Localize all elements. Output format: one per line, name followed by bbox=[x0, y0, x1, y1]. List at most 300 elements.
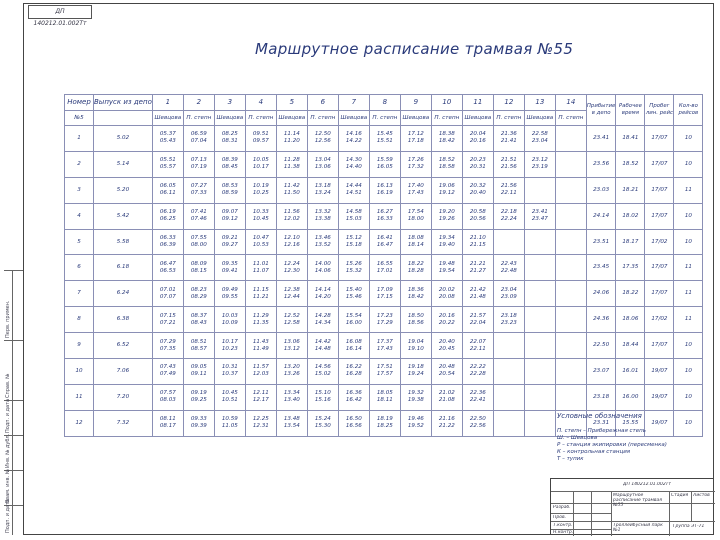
trip-time-cell: 15.10 15.16 bbox=[307, 384, 338, 410]
trip-time-cell: 08.53 08.59 bbox=[214, 177, 245, 203]
trip-time-cell: 13.46 13.52 bbox=[307, 229, 338, 255]
header-corner: Номер bbox=[65, 95, 94, 111]
trip-time-cell: 23.41 23.47 bbox=[524, 203, 555, 229]
summary-cell: 10 bbox=[674, 384, 703, 410]
trip-time-cell: 14.16 14.22 bbox=[338, 126, 369, 152]
summary-cell: 18.22 bbox=[616, 281, 645, 307]
trip-time-cell: 23.18 23.23 bbox=[493, 307, 524, 333]
trip-time-cell: 17.23 17.29 bbox=[369, 307, 400, 333]
trip-time-cell: 14.56 15.02 bbox=[307, 359, 338, 385]
trip-time-cell: 10.19 10.25 bbox=[245, 177, 276, 203]
header-terminal: П. степн bbox=[431, 111, 462, 126]
run-number: 8 bbox=[65, 307, 94, 333]
summary-cell: 23.51 bbox=[586, 229, 616, 255]
trip-time-cell: 13.32 13.38 bbox=[307, 203, 338, 229]
trip-time-cell: 10.31 10.37 bbox=[214, 359, 245, 385]
trip-time-cell: 21.16 21.22 bbox=[431, 410, 462, 436]
header-terminal: П. степн bbox=[493, 111, 524, 126]
header-summary: Пробег лин. рейс bbox=[645, 95, 674, 126]
header-summary: Кол-во рейсов bbox=[674, 95, 703, 126]
title-block bbox=[550, 478, 714, 535]
trip-time-cell: 18.05 18.11 bbox=[369, 384, 400, 410]
trip-time-cell: 21.56 22.11 bbox=[493, 177, 524, 203]
summary-cell: 10 bbox=[674, 359, 703, 385]
trip-time-cell: 12.50 12.56 bbox=[307, 126, 338, 152]
trip-time-cell: 17.54 18.00 bbox=[400, 203, 431, 229]
trip-time-cell: 09.49 09.55 bbox=[214, 281, 245, 307]
summary-cell: 18.06 bbox=[616, 307, 645, 333]
trip-time-cell bbox=[555, 281, 586, 307]
trip-time-cell bbox=[524, 359, 555, 385]
summary-cell: 23.18 bbox=[586, 384, 616, 410]
summary-cell: 23.07 bbox=[586, 359, 616, 385]
trip-time-cell bbox=[493, 229, 524, 255]
summary-cell: 18.02 bbox=[616, 203, 645, 229]
summary-cell: 24.36 bbox=[586, 307, 616, 333]
sidebar-label: Подп. и дата bbox=[5, 498, 11, 533]
trip-time-cell: 11.28 11.38 bbox=[276, 151, 307, 177]
trip-time-cell: 22.43 22.48 bbox=[493, 255, 524, 281]
titleblock-sheets: Листов bbox=[693, 493, 710, 498]
trip-time-cell: 06.19 06.25 bbox=[152, 203, 183, 229]
legend-item: К – контрольная станция bbox=[557, 449, 631, 455]
summary-cell: 17/02 bbox=[645, 229, 674, 255]
trip-time-cell: 16.13 16.19 bbox=[369, 177, 400, 203]
document-code-stamp: ДП 140212.01.002Тт bbox=[28, 5, 92, 19]
trip-time-cell: 08.09 08.15 bbox=[183, 255, 214, 281]
table-row bbox=[65, 281, 703, 307]
trip-time-cell: 10.45 10.51 bbox=[214, 384, 245, 410]
header-trip-number: 4 bbox=[245, 95, 276, 111]
trip-time-cell: 07.01 07.07 bbox=[152, 281, 183, 307]
trip-time-cell: 07.15 07.21 bbox=[152, 307, 183, 333]
header-terminal: П. степн bbox=[245, 111, 276, 126]
trip-time-cell: 11.43 11.49 bbox=[245, 333, 276, 359]
trip-time-cell: 22.07 22.11 bbox=[462, 333, 493, 359]
trip-time-cell: 10.47 10.53 bbox=[245, 229, 276, 255]
trip-time-cell: 14.30 14.40 bbox=[338, 151, 369, 177]
table-row bbox=[65, 333, 703, 359]
table-row bbox=[65, 307, 703, 333]
run-number: 5 bbox=[65, 229, 94, 255]
trip-time-cell: 09.51 09.57 bbox=[245, 126, 276, 152]
trip-time-cell: 19.46 19.52 bbox=[400, 410, 431, 436]
trip-time-cell: 05.51 05.57 bbox=[152, 151, 183, 177]
left-margin-stamp bbox=[4, 270, 23, 535]
header-trip-number: 11 bbox=[462, 95, 493, 111]
trip-time-cell: 21.57 22.04 bbox=[462, 307, 493, 333]
titleblock-role: Н.контр. bbox=[553, 530, 574, 535]
trip-time-cell: 15.59 16.05 bbox=[369, 151, 400, 177]
trip-time-cell: 12.24 12.30 bbox=[276, 255, 307, 281]
header-trip-number: 9 bbox=[400, 95, 431, 111]
trip-time-cell bbox=[493, 333, 524, 359]
schedule-table bbox=[64, 94, 703, 437]
trip-time-cell: 17.12 17.18 bbox=[400, 126, 431, 152]
trip-time-cell: 18.50 18.56 bbox=[400, 307, 431, 333]
trip-time-cell bbox=[493, 359, 524, 385]
trip-time-cell: 07.41 07.46 bbox=[183, 203, 214, 229]
summary-cell: 17/07 bbox=[645, 255, 674, 281]
trip-time-cell: 19.18 19.24 bbox=[400, 359, 431, 385]
summary-cell: 17/07 bbox=[645, 151, 674, 177]
summary-cell: 19/07 bbox=[645, 359, 674, 385]
table-row bbox=[65, 203, 703, 229]
titleblock-code: ДП 140212.01.002Тт bbox=[623, 482, 672, 487]
sidebar-label: Взам. инв. № bbox=[5, 469, 11, 503]
summary-cell: 17/07 bbox=[645, 333, 674, 359]
trip-time-cell: 12.52 12.58 bbox=[276, 307, 307, 333]
run-number: 2 bbox=[65, 151, 94, 177]
summary-cell: 23.03 bbox=[586, 177, 616, 203]
trip-time-cell: 10.33 10.45 bbox=[245, 203, 276, 229]
trip-time-cell: 14.00 14.06 bbox=[307, 255, 338, 281]
legend bbox=[557, 412, 667, 463]
header-terminal: П. степн bbox=[307, 111, 338, 126]
trip-time-cell: 08.51 08.57 bbox=[183, 333, 214, 359]
header-terminal: Шевцова bbox=[338, 111, 369, 126]
trip-time-cell bbox=[555, 333, 586, 359]
run-number: 1 bbox=[65, 126, 94, 152]
table-row bbox=[65, 177, 703, 203]
trip-time-cell: 08.23 08.29 bbox=[183, 281, 214, 307]
release-time: 6.24 bbox=[94, 281, 153, 307]
trip-time-cell: 12.25 12.31 bbox=[245, 410, 276, 436]
header-terminal: Шевцова bbox=[214, 111, 245, 126]
trip-time-cell bbox=[524, 229, 555, 255]
release-time: 7.32 bbox=[94, 410, 153, 436]
summary-cell: 24.14 bbox=[586, 203, 616, 229]
trip-time-cell: 09.33 09.39 bbox=[183, 410, 214, 436]
trip-time-cell: 14.28 14.34 bbox=[307, 307, 338, 333]
titleblock-role: Разраб. bbox=[553, 505, 571, 510]
run-number: 4 bbox=[65, 203, 94, 229]
summary-cell: 23.31 bbox=[586, 410, 616, 436]
run-number: 9 bbox=[65, 333, 94, 359]
trip-time-cell: 21.02 21.08 bbox=[431, 384, 462, 410]
trip-time-cell: 14.14 14.20 bbox=[307, 281, 338, 307]
release-time: 5.42 bbox=[94, 203, 153, 229]
header-terminal: Шевцова bbox=[524, 111, 555, 126]
trip-time-cell bbox=[555, 151, 586, 177]
trip-time-cell: 08.39 08.45 bbox=[214, 151, 245, 177]
trip-time-cell: 15.24 15.30 bbox=[307, 410, 338, 436]
release-time: 6.18 bbox=[94, 255, 153, 281]
summary-cell: 10 bbox=[674, 126, 703, 152]
summary-cell: 11 bbox=[674, 307, 703, 333]
trip-time-cell: 20.23 20.31 bbox=[462, 151, 493, 177]
trip-time-cell: 15.26 15.32 bbox=[338, 255, 369, 281]
header-trip-number: 10 bbox=[431, 95, 462, 111]
trip-time-cell: 06.47 06.53 bbox=[152, 255, 183, 281]
trip-time-cell: 20.48 20.54 bbox=[431, 359, 462, 385]
page-title: Маршрутное расписание трамвая №55 bbox=[255, 40, 574, 58]
summary-cell: 18.21 bbox=[616, 177, 645, 203]
trip-time-cell: 10.03 10.09 bbox=[214, 307, 245, 333]
trip-time-cell: 11.42 11.50 bbox=[276, 177, 307, 203]
titleblock-name: Маршрутное расписание трамвая №55 bbox=[613, 493, 662, 508]
summary-cell: 22.50 bbox=[586, 333, 616, 359]
trip-time-cell: 15.12 15.18 bbox=[338, 229, 369, 255]
trip-time-cell bbox=[524, 177, 555, 203]
trip-time-cell: 17.09 17.15 bbox=[369, 281, 400, 307]
summary-cell: 19/07 bbox=[645, 410, 674, 436]
trip-time-cell: 12.11 12.17 bbox=[245, 384, 276, 410]
trip-time-cell: 07.13 07.19 bbox=[183, 151, 214, 177]
titleblock-subtitle: Троллейбусный парк №1 bbox=[613, 523, 663, 533]
trip-time-cell: 12.38 12.44 bbox=[276, 281, 307, 307]
trip-time-cell: 15.54 16.00 bbox=[338, 307, 369, 333]
trip-time-cell bbox=[524, 410, 555, 436]
summary-cell: 19/07 bbox=[645, 384, 674, 410]
run-number: 11 bbox=[65, 384, 94, 410]
trip-time-cell: 22.18 22.24 bbox=[493, 203, 524, 229]
trip-time-cell: 21.21 21.27 bbox=[462, 255, 493, 281]
trip-time-cell: 05.37 05.43 bbox=[152, 126, 183, 152]
summary-cell: 15.55 bbox=[616, 410, 645, 436]
trip-time-cell: 18.36 18.42 bbox=[400, 281, 431, 307]
trip-time-cell: 15.45 15.51 bbox=[369, 126, 400, 152]
summary-cell: 17/02 bbox=[645, 307, 674, 333]
legend-item: Т – тупик bbox=[557, 456, 584, 462]
trip-time-cell: 07.29 07.35 bbox=[152, 333, 183, 359]
header-terminal: П. степн bbox=[183, 111, 214, 126]
header-terminal: Шевцова bbox=[152, 111, 183, 126]
trip-time-cell: 18.22 18.28 bbox=[400, 255, 431, 281]
trip-time-cell bbox=[555, 229, 586, 255]
trip-time-cell bbox=[555, 177, 586, 203]
run-number: 3 bbox=[65, 177, 94, 203]
header-trip-number: 8 bbox=[369, 95, 400, 111]
trip-time-cell: 18.08 18.14 bbox=[400, 229, 431, 255]
trip-time-cell: 23.12 23.19 bbox=[524, 151, 555, 177]
legend-item: Р – станция экипировки (пересменка) bbox=[557, 442, 667, 448]
table-row bbox=[65, 229, 703, 255]
run-number: 6 bbox=[65, 255, 94, 281]
summary-cell: 11 bbox=[674, 281, 703, 307]
trip-time-cell: 16.36 16.42 bbox=[338, 384, 369, 410]
trip-time-cell: 16.08 16.14 bbox=[338, 333, 369, 359]
trip-time-cell: 09.19 09.25 bbox=[183, 384, 214, 410]
trip-time-cell: 20.40 20.45 bbox=[431, 333, 462, 359]
release-time: 7.20 bbox=[94, 384, 153, 410]
sidebar-label: Перв. примен. bbox=[5, 300, 11, 338]
header-trip-number: 6 bbox=[307, 95, 338, 111]
trip-time-cell: 10.05 10.17 bbox=[245, 151, 276, 177]
sidebar-label: Инв. № дубл. bbox=[5, 433, 11, 468]
run-number: 7 bbox=[65, 281, 94, 307]
trip-time-cell: 17.26 17.32 bbox=[400, 151, 431, 177]
trip-time-cell: 18.19 18.25 bbox=[369, 410, 400, 436]
trip-time-cell: 22.22 22.28 bbox=[462, 359, 493, 385]
summary-cell: 10 bbox=[674, 333, 703, 359]
table-row bbox=[65, 384, 703, 410]
trip-time-cell: 22.36 22.41 bbox=[462, 384, 493, 410]
trip-time-cell: 09.07 09.12 bbox=[214, 203, 245, 229]
header-terminal: П. степн bbox=[555, 111, 586, 126]
trip-time-cell: 07.55 08.00 bbox=[183, 229, 214, 255]
summary-cell: 24.06 bbox=[586, 281, 616, 307]
trip-time-cell: 06.59 07.04 bbox=[183, 126, 214, 152]
trip-time-cell: 11.01 11.07 bbox=[245, 255, 276, 281]
trip-time-cell: 20.04 20.16 bbox=[462, 126, 493, 152]
trip-time-cell bbox=[524, 333, 555, 359]
header-trip-number: 5 bbox=[276, 95, 307, 111]
trip-time-cell: 07.57 08.03 bbox=[152, 384, 183, 410]
trip-time-cell: 13.20 13.26 bbox=[276, 359, 307, 385]
trip-time-cell bbox=[493, 410, 524, 436]
summary-cell: 11 bbox=[674, 177, 703, 203]
summary-cell: 17.35 bbox=[616, 255, 645, 281]
trip-time-cell bbox=[524, 384, 555, 410]
summary-cell: 17/07 bbox=[645, 126, 674, 152]
legend-item: Ш. – Шевцова bbox=[557, 435, 598, 441]
header-trip-number: 3 bbox=[214, 95, 245, 111]
trip-time-cell: 18.38 18.42 bbox=[431, 126, 462, 152]
sidebar-label: Справ. № bbox=[5, 373, 11, 398]
trip-time-cell: 13.48 13.54 bbox=[276, 410, 307, 436]
trip-time-cell: 11.29 11.35 bbox=[245, 307, 276, 333]
trip-time-cell: 10.17 10.23 bbox=[214, 333, 245, 359]
sidebar-label: Подп. и дата bbox=[5, 398, 11, 433]
trip-time-cell: 11.14 11.20 bbox=[276, 126, 307, 152]
trip-time-cell: 23.04 23.09 bbox=[493, 281, 524, 307]
release-time: 6.52 bbox=[94, 333, 153, 359]
trip-time-cell: 09.21 09.27 bbox=[214, 229, 245, 255]
trip-time-cell: 19.32 19.38 bbox=[400, 384, 431, 410]
summary-cell: 10 bbox=[674, 229, 703, 255]
trip-time-cell: 16.41 16.47 bbox=[369, 229, 400, 255]
trip-time-cell: 17.40 17.43 bbox=[400, 177, 431, 203]
trip-time-cell: 11.56 12.02 bbox=[276, 203, 307, 229]
trip-time-cell: 07.27 07.33 bbox=[183, 177, 214, 203]
trip-time-cell: 16.27 16.33 bbox=[369, 203, 400, 229]
trip-time-cell: 11.15 11.21 bbox=[245, 281, 276, 307]
trip-time-cell: 11.57 12.03 bbox=[245, 359, 276, 385]
summary-cell: 10 bbox=[674, 203, 703, 229]
summary-cell: 17/07 bbox=[645, 281, 674, 307]
summary-cell: 16.01 bbox=[616, 359, 645, 385]
titleblock-org: Группа ЭТ-71 bbox=[673, 524, 705, 529]
header-summary: Рабочее время bbox=[616, 95, 645, 126]
trip-time-cell: 14.42 14.48 bbox=[307, 333, 338, 359]
release-time: 5.58 bbox=[94, 229, 153, 255]
table-row bbox=[65, 151, 703, 177]
summary-cell: 17/07 bbox=[645, 203, 674, 229]
trip-time-cell: 06.33 06.39 bbox=[152, 229, 183, 255]
header-terminal: Шевцова bbox=[276, 111, 307, 126]
header-trip-number: 13 bbox=[524, 95, 555, 111]
trip-time-cell: 07.43 07.49 bbox=[152, 359, 183, 385]
summary-cell: 17/07 bbox=[645, 177, 674, 203]
titleblock-role: Пров. bbox=[553, 515, 567, 520]
header-route: №5 bbox=[65, 111, 94, 126]
summary-cell: 23.41 bbox=[586, 126, 616, 152]
trip-time-cell bbox=[524, 281, 555, 307]
release-time: 7.06 bbox=[94, 359, 153, 385]
summary-cell: 18.52 bbox=[616, 151, 645, 177]
run-number: 12 bbox=[65, 410, 94, 436]
legend-item: П. степн – Прибережная степь bbox=[557, 428, 646, 434]
trip-time-cell: 21.42 21.48 bbox=[462, 281, 493, 307]
legend-title: Условные обозначения bbox=[557, 412, 642, 420]
trip-time-cell: 19.06 19.12 bbox=[431, 177, 462, 203]
summary-cell: 18.41 bbox=[616, 126, 645, 152]
trip-time-cell: 22.50 22.56 bbox=[462, 410, 493, 436]
trip-time-cell: 13.34 13.40 bbox=[276, 384, 307, 410]
summary-cell: 10 bbox=[674, 410, 703, 436]
trip-time-cell bbox=[524, 307, 555, 333]
trip-time-cell: 16.55 17.01 bbox=[369, 255, 400, 281]
trip-time-cell: 13.18 13.24 bbox=[307, 177, 338, 203]
release-time: 6.38 bbox=[94, 307, 153, 333]
trip-time-cell: 20.02 20.08 bbox=[431, 281, 462, 307]
table-row bbox=[65, 126, 703, 152]
trip-time-cell: 14.44 14.51 bbox=[338, 177, 369, 203]
header-terminal: Шевцова bbox=[400, 111, 431, 126]
trip-time-cell: 17.51 17.57 bbox=[369, 359, 400, 385]
summary-cell: 18.17 bbox=[616, 229, 645, 255]
summary-cell: 16.00 bbox=[616, 384, 645, 410]
trip-time-cell: 16.50 16.56 bbox=[338, 410, 369, 436]
trip-time-cell: 14.58 15.03 bbox=[338, 203, 369, 229]
summary-cell: 10 bbox=[674, 151, 703, 177]
table-row bbox=[65, 255, 703, 281]
trip-time-cell: 19.34 19.40 bbox=[431, 229, 462, 255]
trip-time-cell: 16.22 16.28 bbox=[338, 359, 369, 385]
trip-time-cell bbox=[555, 359, 586, 385]
header-trip-number: 14 bbox=[555, 95, 586, 111]
trip-time-cell bbox=[555, 203, 586, 229]
trip-time-cell: 20.58 20.56 bbox=[462, 203, 493, 229]
trip-time-cell: 22.58 23.04 bbox=[524, 126, 555, 152]
trip-time-cell: 12.10 12.16 bbox=[276, 229, 307, 255]
titleblock-stage: Стадия bbox=[671, 493, 689, 498]
release-time: 5.02 bbox=[94, 126, 153, 152]
trip-time-cell: 20.32 20.40 bbox=[462, 177, 493, 203]
trip-time-cell: 13.04 13.06 bbox=[307, 151, 338, 177]
summary-cell: 11 bbox=[674, 255, 703, 281]
trip-time-cell bbox=[555, 384, 586, 410]
trip-time-cell: 19.04 19.10 bbox=[400, 333, 431, 359]
summary-cell: 23.45 bbox=[586, 255, 616, 281]
trip-time-cell: 21.10 21.15 bbox=[462, 229, 493, 255]
trip-time-cell: 17.37 17.43 bbox=[369, 333, 400, 359]
run-number: 10 bbox=[65, 359, 94, 385]
trip-time-cell: 20.16 20.22 bbox=[431, 307, 462, 333]
trip-time-cell: 18.52 18.58 bbox=[431, 151, 462, 177]
header-trip-number: 7 bbox=[338, 95, 369, 111]
summary-cell: 18.44 bbox=[616, 333, 645, 359]
trip-time-cell: 19.20 19.26 bbox=[431, 203, 462, 229]
trip-time-cell bbox=[555, 126, 586, 152]
header-terminal: Шевцова bbox=[462, 111, 493, 126]
header-release: Выпуск из депо bbox=[94, 95, 153, 111]
trip-time-cell: 10.59 11.05 bbox=[214, 410, 245, 436]
header-trip-number: 2 bbox=[183, 95, 214, 111]
titleblock-role: Т.контр. bbox=[553, 523, 573, 528]
trip-time-cell bbox=[524, 255, 555, 281]
trip-time-cell: 06.05 06.11 bbox=[152, 177, 183, 203]
trip-time-cell: 15.40 15.46 bbox=[338, 281, 369, 307]
header-summary: Прибытие в депо bbox=[586, 95, 616, 126]
release-time: 5.20 bbox=[94, 177, 153, 203]
trip-time-cell: 08.37 08.43 bbox=[183, 307, 214, 333]
trip-time-cell: 08.25 08.31 bbox=[214, 126, 245, 152]
trip-time-cell bbox=[555, 307, 586, 333]
header-terminal: П. степн bbox=[369, 111, 400, 126]
header-blank bbox=[94, 111, 153, 126]
